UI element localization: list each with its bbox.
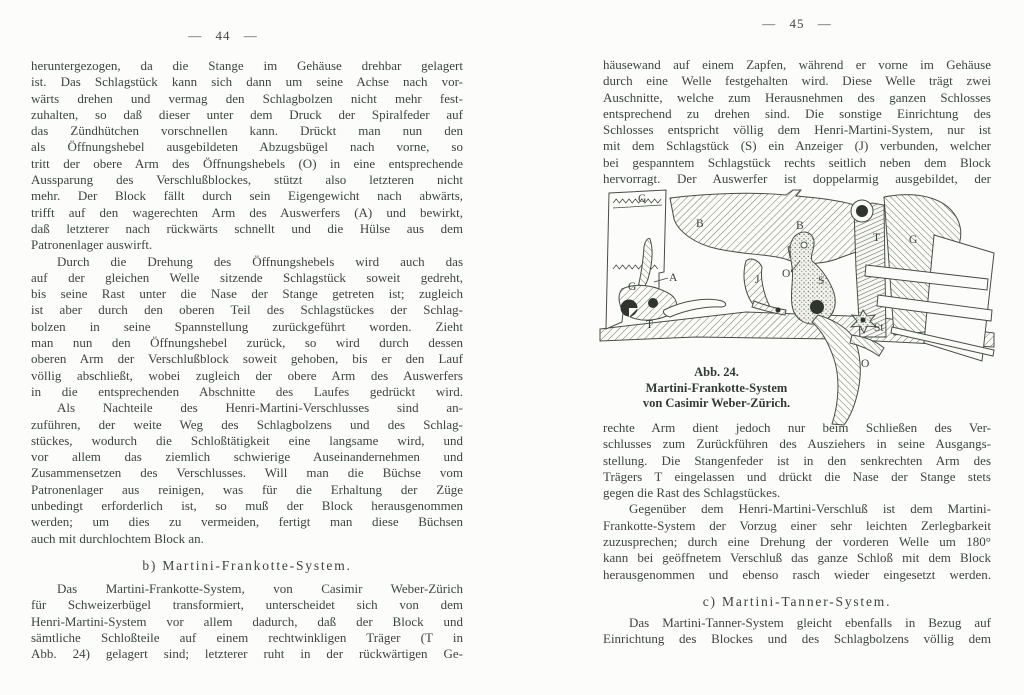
text-line: bis seine Rast unter die Nase der Stange getreten ist; zugleich [31,286,463,302]
figure-label-G: G [638,193,647,205]
text-line: Das Martini-Frankotte-System, von Casimir Weber-Zürich [57,580,463,596]
text-line: vor allem das ziemlich schwierige Auseinandernehmen und [31,449,463,465]
text-line: stellung. Die Stangenfeder ist in den senkrechten Arm des [603,452,991,468]
text-line: das Zündhütchen vorschnellen kann. Drückt man nun den [31,123,463,139]
text-line: man nun den Öffnungshebel zurück, so wird durch dessen [31,335,463,351]
section-heading-c: c) Martini-Tanner-System. [702,593,892,609]
figure-label-O': O' [782,268,793,280]
text-line: als Öffnungshebel ausgebildeten Abzugsbügel nach vorne, so [31,139,463,155]
text-line: für Schweizerbügel transformiert, unterscheidet sich von dem [31,597,463,613]
figure-label-O: O [861,358,870,370]
right-page-text-top [603,57,991,187]
text-line: Das Martini-Tanner-System gleicht ebenfalls in Bezug auf [629,614,991,630]
text-line: rechte Arm dient jedoch nur beim Schließen des Ver- [603,420,991,435]
text-line: Durch die Drehung des Öffnungshebels wird auch das [57,253,463,269]
figure-caption [614,365,819,412]
text-line: Gegenüber dem Henri-Martini-Verschluß ist dem Martini- [629,501,991,517]
text-line: Zusammensetzen des Verschlusses. Will man die Büchse vom [31,465,463,481]
text-line: mit dem Schlagstück (S) ein Anzeiger (J) verbunden, welcher [603,138,991,154]
text-line: Trägers T eingelassen und drückt die Nase der Stange stets [603,468,991,484]
figure-label-B: B [696,218,704,230]
right-paragraphs-top [603,57,991,187]
text-line: auch mit durchlochtem Block an. [31,530,204,546]
text-line: Auschnitte, welche zum Herausnehmen des ganzen Schlosses [603,89,991,105]
text-line: werden; um dies zu vermeiden, fertigt man diese Büchsen [31,514,463,530]
text-line: heruntergezogen, da die Stange im Gehäuse drehbar gelagert [31,58,463,73]
text-line: entsprechend zu drehen sind. Die sonstige Einrichtung des [603,105,991,121]
text-line: schlusses zum Zurückführen des Ausziehers in seine Ausgangs- [603,436,991,452]
text-line: Einrichtung des Blockes und des Schlagbolzens völlig dem [603,631,991,647]
text-line: wärts drehen und vermag den Schlagbolzen nicht mehr fest- [31,90,463,106]
text-line: Patronenlager auswirft. [31,237,153,253]
section-heading-b: b) Martini-Frankotte-System. [142,557,352,573]
figure-caption-title: Martini-Frankotte-System [645,380,788,395]
text-line: Henri-Martini-System vor allem dadurch, daß der Block und [31,613,463,629]
text-line: völlig abschließt, wobei zugleich der obere Arm des Auswerfers [31,367,463,383]
right-paragraphs-bottom [603,615,991,648]
text-line: durch eine Welle festgehalten wird. Diese Welle trägt zwei [603,73,991,89]
text-line: Patronenlager aus reinigen, was für die Erhaltung der Züge [31,481,463,497]
text-line: gegen die Rast des Schlagstückes. [603,485,781,501]
text-line: kann bei geöffnetem Verschluß das ganze Schloß mit dem Block [603,550,991,566]
right-paragraphs-mid [603,420,991,583]
figure-label-G: G [628,281,637,293]
text-line: häusewand auf einem Zapfen, während er vorne im Gehäuse [603,57,991,72]
text-line: sämtliche Schloßteile auf einem rechtwinkligen Träger (T in [31,629,463,645]
text-line: herausgenommen und ebenso rasch wieder eingesetzt werden. [603,566,991,582]
text-line: tritt der obere Arm des Öffnungshebels (O) in eine entsprechende [31,155,463,171]
text-line: hervorragt. Der Auswerfer ist doppelarmig ausgebildet, der [603,171,991,187]
text-line: auf der gleichen Welle sitzende Schlagstück soweit gedreht, [31,269,463,285]
text-line: mehr. Der Block fällt durch sein Eigengewicht nach abwärts, [31,188,463,204]
left-page-text [31,58,463,662]
figure-abb-24 [596,189,996,431]
text-line: ist. Das Schlagstück kann sich dann um seine Achse nach vor- [31,74,463,90]
figure-label-T: T [873,232,881,244]
text-line: trifft auf den wagerechten Arm des Auswerfers (A) und bewirkt, [31,204,463,220]
right-page-text-mid [603,420,991,648]
left-paragraphs-2 [31,581,463,662]
figure-label-J: J [755,274,760,286]
page-number-left: — 44 — [188,28,258,43]
left-paragraphs [31,58,463,547]
text-line: Abb. 24) gelagert sind; letzterer ruht in der rückwärtigen Ge- [31,646,463,662]
text-line: ist aber durch den oberen Teil des Schlagstückes der Schlag- [31,302,463,318]
figure-caption-author: von Casimir Weber-Zürich. [642,396,791,410]
page-number-right: — 45 — [762,16,832,31]
text-line: daß letzterer nach rückwärts schnellt und die Hülse aus dem [31,220,463,236]
text-line: unbedingt erforderlich ist, so muß der Block herausgenommen [31,498,463,514]
text-line: zuführen, der weite Weg des Schlagbolzens und des Schlag- [31,416,463,432]
figure-label-A: A [669,272,678,284]
text-line: stückes, wodurch die Schloßtätigkeit eine langsame wird, und [31,432,463,448]
text-line: Frankotte-System der Vorzug einer sehr leichten Zerlegbarkeit [603,517,991,533]
text-line: Als Nachteile des Henri-Martini-Verschlusses sind an- [57,400,463,416]
text-line: oberen Arm der Verschlußblock soweit gehoben, bis er den Lauf [31,351,463,367]
text-line: bei gespanntem Schlagstück rechts seitlich neben dem Block [603,154,991,170]
figure-label-St: St [874,322,884,334]
text-line: bolzen in seine Spannstellung zurückgeführt worden. Zieht [31,318,463,334]
text-line: in die entsprechenden Abschnitte des Laufes gedrückt wird. [31,383,463,399]
figure-label-T: T [646,319,654,331]
figure-label-S: S [818,275,825,287]
text-line: Aussparung des Verschlußblockes, stützt also letzteren nicht [31,172,463,188]
text-line: Schlosses entspricht völlig dem Henri-Martini-System, nur ist [603,122,991,138]
text-line: zuzusprechen; durch eine Drehung der vorderen Welle um 180° [603,534,991,550]
figure-label-G: G [909,234,918,246]
figure-caption-number: Abb. 24. [694,365,739,379]
figure-label-B: B [796,220,804,232]
text-line: zuhalten, so daß dieser unter dem Druck der Spiralfeder auf [31,106,463,122]
